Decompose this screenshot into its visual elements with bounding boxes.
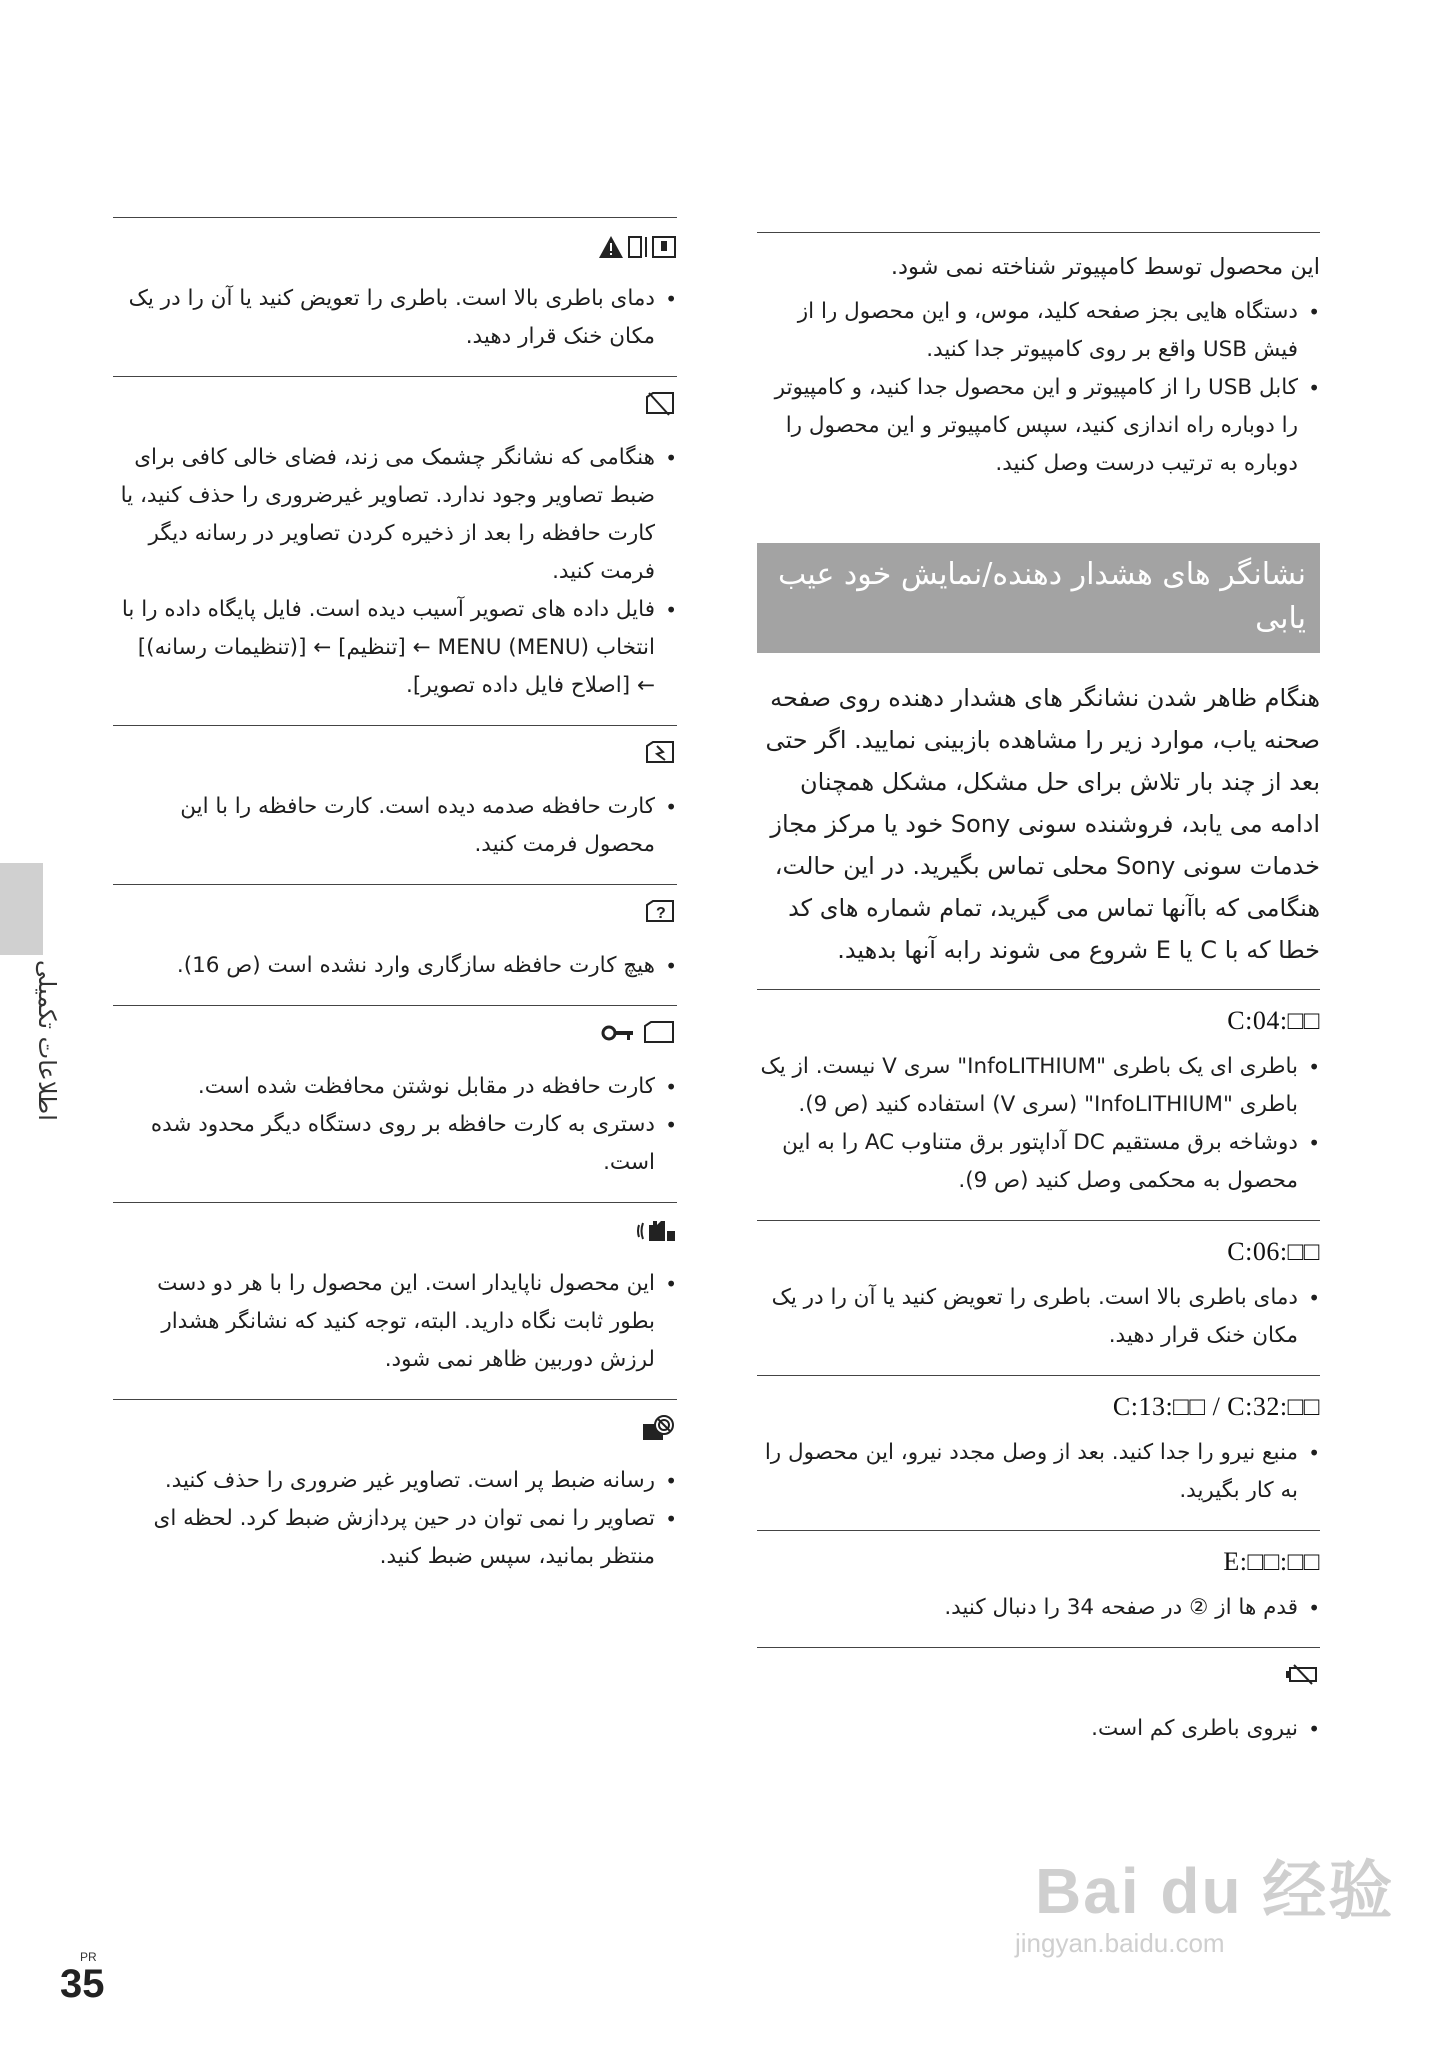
low-battery-section <box>757 1648 1320 1768</box>
error-code: C:06:□□ <box>1227 1237 1320 1266</box>
code-section-e <box>757 1531 1320 1647</box>
usb-section <box>757 233 1320 503</box>
memory-card-slash-icon <box>113 391 677 427</box>
watermark-url: jingyan.baidu.com <box>1015 1928 1225 1958</box>
battery-temp-section <box>113 218 677 376</box>
left-column <box>113 217 677 1596</box>
list-item: • دستری به کارت حافظه بر روی دستگاه دیگر محدود شده است. <box>113 1106 677 1182</box>
media-full-section <box>113 1400 677 1596</box>
usb-intro: این محصول توسط کامپیوتر شناخته نمی شود. <box>890 254 1320 280</box>
section-side-label: اطلاعات تکمیلی <box>33 960 61 1121</box>
right-column <box>757 232 1320 1768</box>
watermark <box>1015 1840 1395 1958</box>
code-section-c06 <box>757 1221 1320 1375</box>
error-code: C:04:□□ <box>1227 1006 1320 1035</box>
camera-shake-warning-icon <box>113 1217 677 1253</box>
error-code: C:13:□□ / C:32:□□ <box>1112 1392 1320 1421</box>
list-item: • دمای باطری بالا است. باطری را تعویض کنید یا آن را در یک مکان خنک قرار دهید. <box>113 280 677 356</box>
list-item: • کارت حافظه در مقابل نوشتن محافظت شده است. <box>113 1068 677 1106</box>
list-item: • کابل USB را از کامپیوتر و این محصول جدا کنید، و کامپیوتر را دوباره راه اندازی کنید، سپس کامپیوتر و این محصول را دوباره به ترتیب درست وصل کنید. <box>757 369 1320 483</box>
list-item: • باطری ای یک باطری "InfoLITHIUM" سری V نیست. از یک باطری "InfoLITHIUM" (سری V) استفاده کنید (ص 9). <box>757 1048 1320 1124</box>
memory-card-damaged-icon <box>113 740 677 776</box>
battery-temperature-warning-icon <box>113 232 677 268</box>
list-item: • نیروی باطری کم است. <box>757 1710 1320 1748</box>
list-item: • این محصول ناپایدار است. این محصول را با هر دو دست بطور ثابت نگاه دارید. البته، توجه کنید که نشانگر هشدار لرزش دوربین ظاهر نمی شود. <box>113 1265 677 1379</box>
list-item: • رسانه ضبط پر است. تصاویر غیر ضروری را حذف کنید. <box>113 1462 677 1500</box>
section-title-band: نشانگر های هشدار دهنده/نمایش خود عیب یابی <box>757 543 1320 653</box>
card-missing-section <box>113 885 677 1005</box>
watermark-logo: Bai du 经验 <box>1035 1855 1395 1927</box>
memory-card-locked-icon <box>113 1020 677 1056</box>
code-section-c13-c32 <box>757 1376 1320 1530</box>
list-item: • کارت حافظه صدمه دیده است. کارت حافظه را با این محصول فرمت کنید. <box>113 788 677 864</box>
page-language-code: PR <box>80 1950 97 1964</box>
list-item: • هیچ کارت حافظه سازگاری وارد نشده است (ص 16). <box>113 947 677 985</box>
card-space-section <box>113 377 677 725</box>
page-number: 35 <box>60 1962 105 2006</box>
list-item: • دمای باطری بالا است. باطری را تعویض کنید یا آن را در یک مکان خنک قرار دهید. <box>757 1279 1320 1355</box>
card-locked-section <box>113 1006 677 1202</box>
card-damaged-section <box>113 726 677 884</box>
list-item: • تصاویر را نمی توان در حین پردازش ضبط کرد. لحظه ای منتظر بمانید، سپس ضبط کنید. <box>113 1500 677 1576</box>
intro-paragraph: هنگام ظاهر شدن نشانگر های هشدار دهنده روی صفحه صحنه یاب، موارد زیر را مشاهده بازبینی نمایید. اگر حتی بعد از چند بار تلاش برای حل مشکل، مشکل همچنان ادامه می یابد، فروشنده سونی Sony خود یا مرکز مجاز خدمات سونی Sony محلی تماس بگیرید. در این حالت، هنگامی که باآنها تماس می گیرید، تمام شماره های کد خطا که با C یا E شروع می شوند رابه آنها بدهید. <box>765 684 1320 964</box>
error-code: E:□□:□□ <box>1223 1547 1320 1576</box>
list-item: • منبع نیرو را جدا کنید. بعد از وصل مجدد نیرو، این محصول را به کار بگیرید. <box>757 1434 1320 1510</box>
code-section-c04 <box>757 990 1320 1220</box>
recording-media-full-icon <box>113 1414 677 1450</box>
svg-text:?: ? <box>656 905 666 922</box>
list-item: • قدم ها از ② در صفحه 34 را دنبال کنید. <box>757 1589 1320 1627</box>
section-side-tab <box>0 863 43 955</box>
list-item: • دوشاخه برق مستقیم DC آداپتور برق متناوب AC را به این محصول به محکمی وصل کنید (ص 9). <box>757 1124 1320 1200</box>
battery-low-icon <box>757 1662 1320 1698</box>
list-item: • دستگاه هایی بجز صفحه کلید، موس، و این محصول را از فیش USB واقع بر روی کامپیوتر جدا کنید. <box>757 293 1320 369</box>
list-item: • هنگامی که نشانگر چشمک می زند، فضای خالی کافی برای ضبط تصاویر وجود ندارد. تصاویر غیرضروری را حذف کنید، یا کارت حافظه را بعد از ذخیره کردن تصاویر در رسانه دیگر فرمت کنید. <box>113 439 677 591</box>
list-item: • فایل داده های تصویر آسیب دیده است. فایل پایگاه داده را با انتخاب MENU (MENU) ← [تنظیم] ← [(تنظیمات رسانه)] ← [اصلاح فایل داده تصویر]. <box>113 591 677 705</box>
memory-card-unknown-icon <box>113 899 677 935</box>
camera-shake-section <box>113 1203 677 1399</box>
